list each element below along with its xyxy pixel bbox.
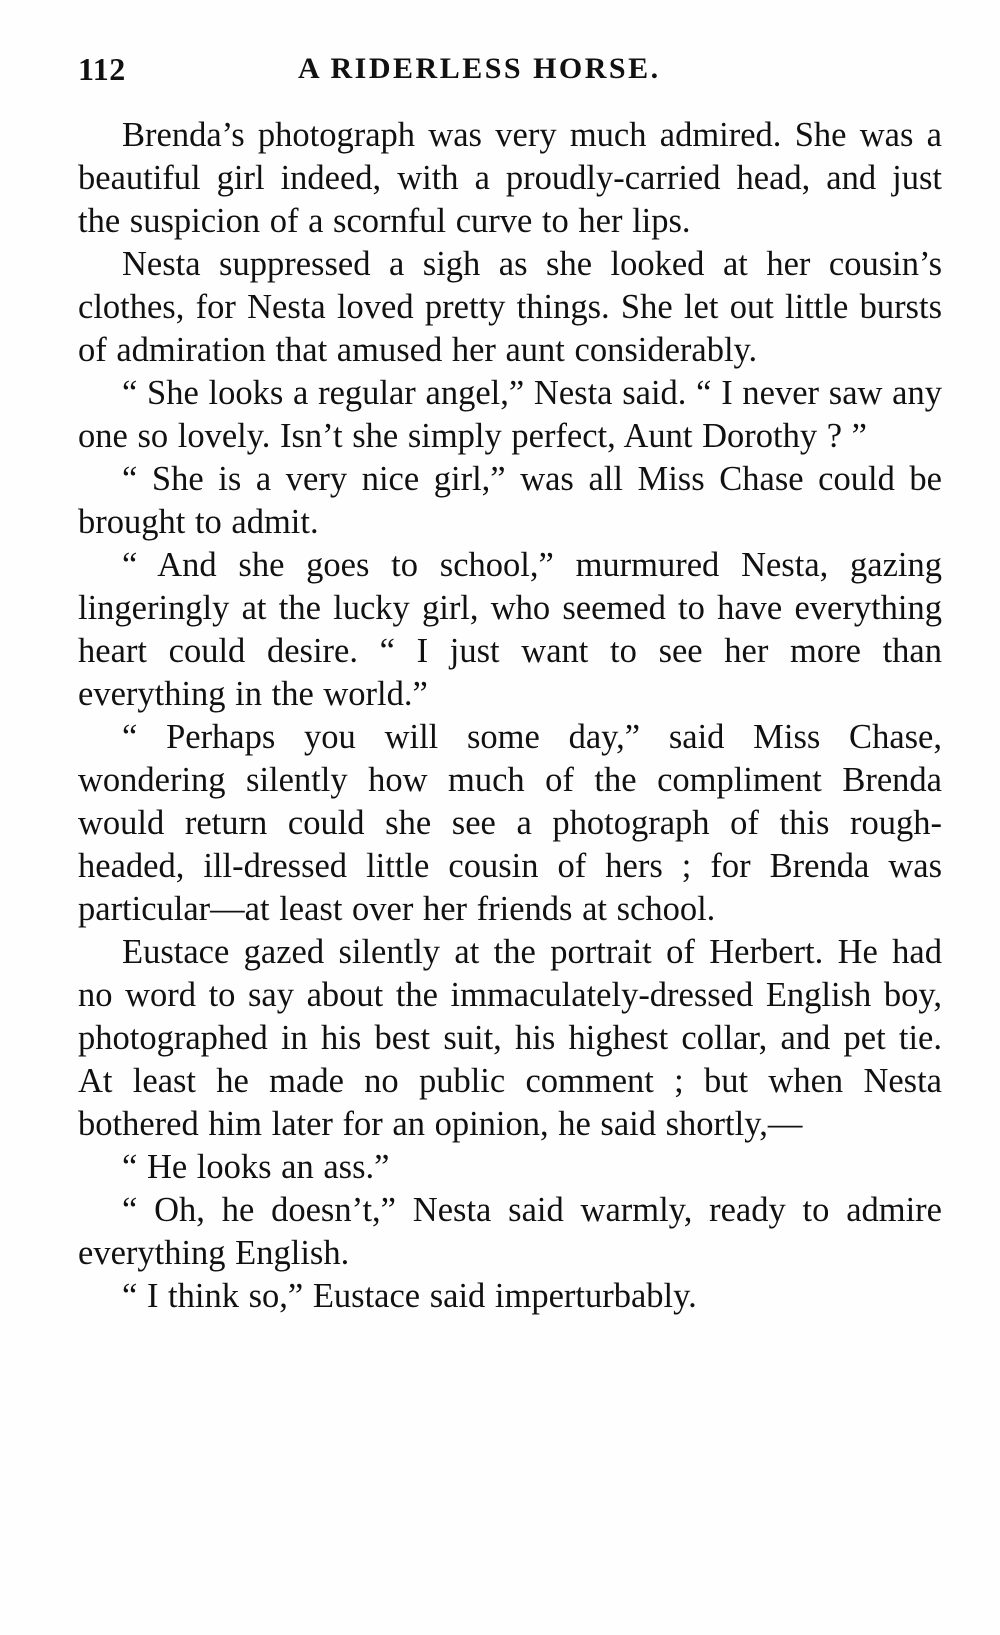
body-text [78, 114, 942, 1318]
paragraph: “ Oh, he doesn’t,” Nesta said warmly, ready to admire everything English. [78, 1191, 942, 1272]
paragraph: “ I think so,” Eustace said imperturbably. [122, 1277, 697, 1315]
paragraph: Brenda’s photograph was very much admired. She was a beautiful girl indeed, with a proudly-carried head, and just the suspicion of a scornful curve to her lips. [78, 116, 942, 240]
paragraph: “ She is a very nice girl,” was all Miss Chase could be brought to admit. [78, 460, 942, 541]
running-head [78, 44, 938, 94]
paragraph: “ She looks a regular angel,” Nesta said. “ I never saw any one so lovely. Isn’t she simply perfect, Aunt Dorothy ? ” [78, 374, 942, 455]
running-title: A RIDERLESS HORSE. [298, 52, 661, 85]
paragraph: “ He looks an ass.” [122, 1148, 390, 1186]
page-number: 112 [78, 51, 126, 87]
paragraph: Nesta suppressed a sigh as she looked at her cousin’s clothes, for Nesta loved pretty things. She let out little bursts of admiration that amused her aunt considerably. [78, 245, 942, 369]
paragraph: “ And she goes to school,” murmured Nesta, gazing lingeringly at the lucky girl, who seemed to have everything heart could desire. “ I just want to see her more than everything in the world.” [78, 546, 942, 713]
paragraph: Eustace gazed silently at the portrait of Herbert. He had no word to say about the immaculately-dressed English boy, photographed in his best suit, his highest collar, and pet tie. At least he made no public comment ; but when Nesta bothered him later for an opinion, he said shortly,— [78, 933, 942, 1143]
paragraph: “ Perhaps you will some day,” said Miss Chase, wondering silently how much of the compliment Brenda would return could she see a photograph of this rough-headed, ill-dressed little cousin of hers ; for Brenda was particular—at least over her friends at school. [78, 718, 942, 928]
